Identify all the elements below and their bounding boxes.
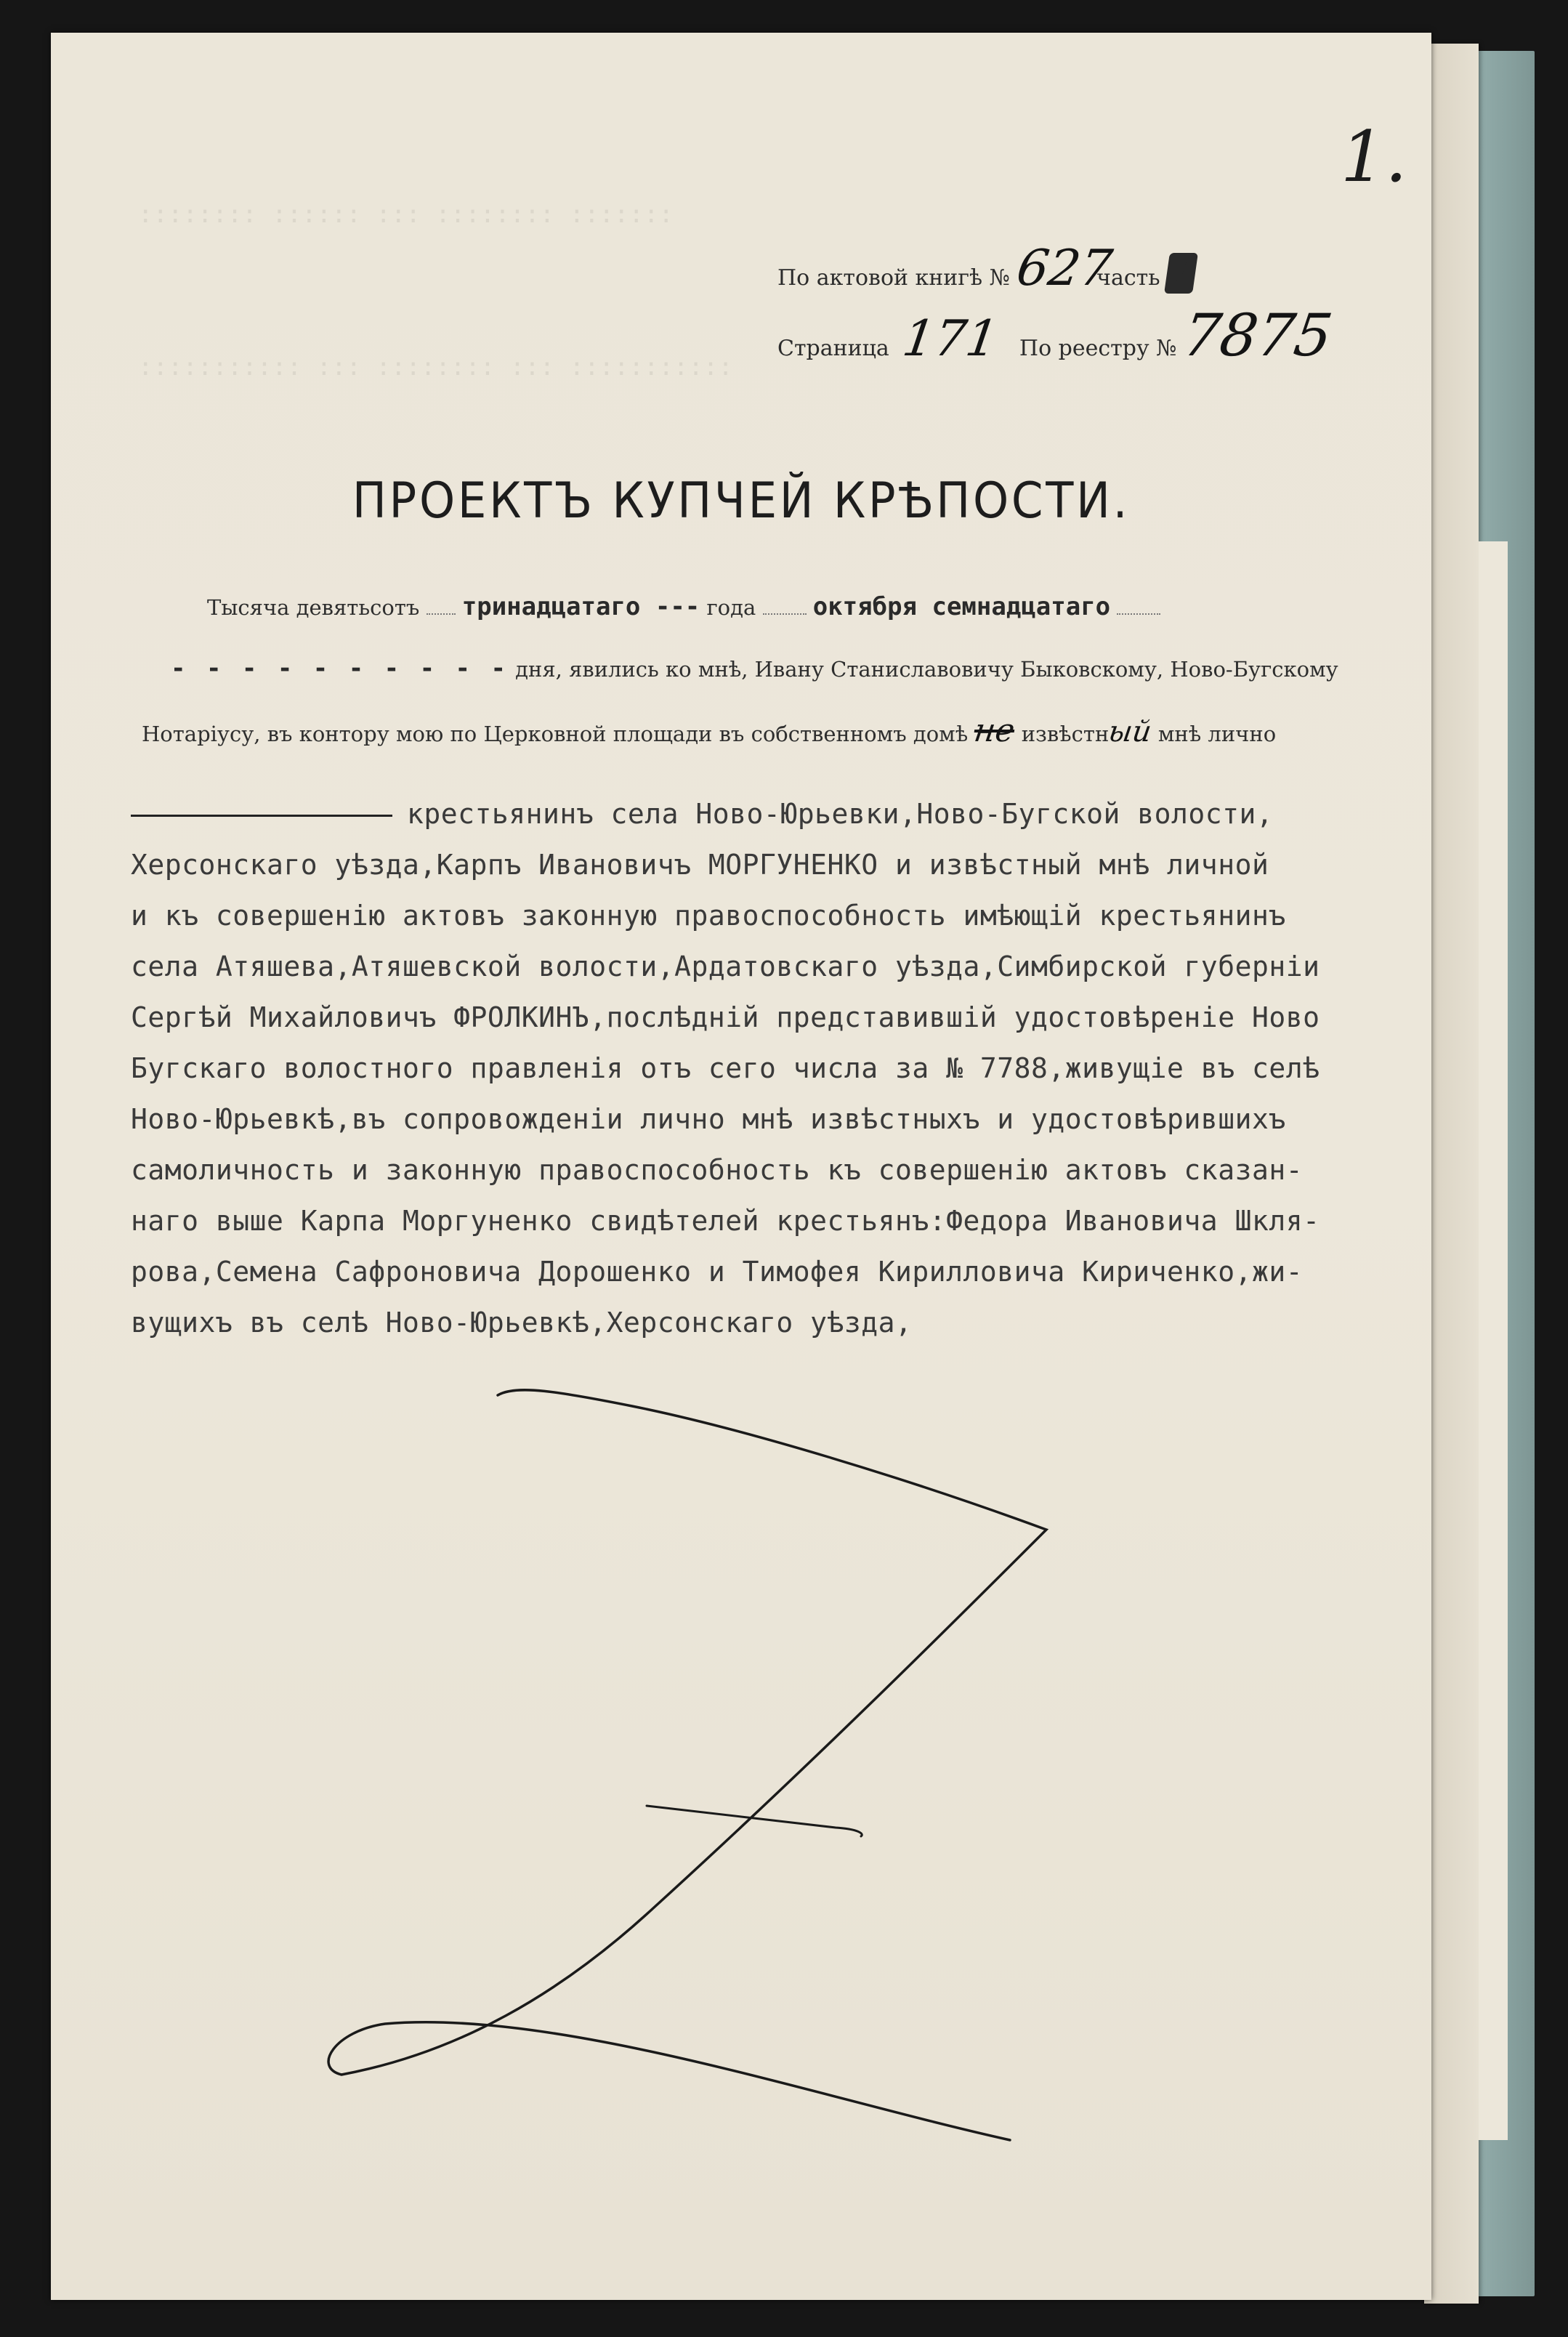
page-label: Страница [777, 336, 889, 361]
document-title: ПРОЕКТЪ КУПЧЕЙ КРѢПОСТИ. [352, 472, 1131, 530]
document-page [51, 33, 1431, 2300]
body-line: Бугскаго волостного правленія отъ сего числа за № 7788,живущіе въ селѣ [131, 1052, 1320, 1084]
body-line: села Атяшева,Атяшевской волости,Ардатовскаго уѣзда,Симбирской губерніи [131, 950, 1320, 982]
registry-label: По реестру № [1019, 336, 1177, 361]
body-line: и къ совершенію актовъ законную правоспособность имѣющій крестьянинъ [131, 900, 1286, 932]
personally: мнѣ лично [1157, 722, 1277, 746]
notary-office: Нотаріусу, въ контору мою по Церковной площади въ собственномъ домѣ [142, 722, 969, 746]
date-typed: октября семнадцатаго [812, 592, 1111, 621]
year-prefix: Тысяча девятьсотъ [207, 595, 420, 620]
handwritten-ne: не [971, 712, 1018, 749]
year-typed: тринадцатаго --- [461, 592, 700, 621]
act-book-label: По актовой книгѣ № [777, 265, 1011, 291]
bleed-through-text: :::::::: :::::: ::: :::::::: ::::::: [138, 200, 674, 229]
body-line: крестьянинъ села Ново-Юрьевки,Ново-Бугской волости, [131, 788, 1490, 839]
act-book-number: 627 [1013, 240, 1115, 297]
notary-intro: дня, явились ко мнѣ, Ивану Станиславовичу Быковскому, Ново-Бугскому [515, 657, 1338, 682]
body-line: Сергѣй Михайловичъ ФРОЛКИНЪ,послѣдній представившій удостовѣреніе Ново [131, 1001, 1320, 1033]
registry-number: 7875 [1179, 302, 1337, 369]
body-line: наго выше Карпа Моргуненко свидѣтелей крестьянъ:Федора Ивановича Шкля- [131, 1205, 1320, 1237]
part-value-blot: I [1164, 253, 1198, 294]
known-prefix: извѣстн [1021, 722, 1110, 746]
page-number: 171 [899, 310, 1002, 368]
year-label: года [706, 595, 756, 620]
folio-number: 1. [1341, 116, 1407, 198]
body-line: самоличность и законную правоспособность къ совершенію актовъ сказан- [131, 1154, 1304, 1186]
body-line: рова,Семена Сафроновича Дорошенко и Тимофея Кирилловича Кириченко,жи- [131, 1256, 1304, 1288]
body-line: Херсонскаго уѣзда,Карпъ Ивановичъ МОРГУНЕНКО и извѣстный мнѣ личной [131, 849, 1269, 881]
part-label: часть [1096, 265, 1160, 291]
z-cancellation-mark [51, 33, 1431, 2300]
dash-fill: - - - - - - - - - - [171, 654, 509, 683]
body-line: Ново-Юрьевкѣ,въ сопровожденіи лично мнѣ извѣстныхъ и удостовѣрившихъ [131, 1103, 1286, 1135]
handwritten-ending: ый [1107, 715, 1154, 748]
body-line: вущихъ въ селѣ Ново-Юрьевкѣ,Херсонскаго уѣзда, [131, 1307, 913, 1339]
bleed-through-text: ::::::::::: ::: :::::::: ::: ::::::::::: [138, 352, 733, 382]
